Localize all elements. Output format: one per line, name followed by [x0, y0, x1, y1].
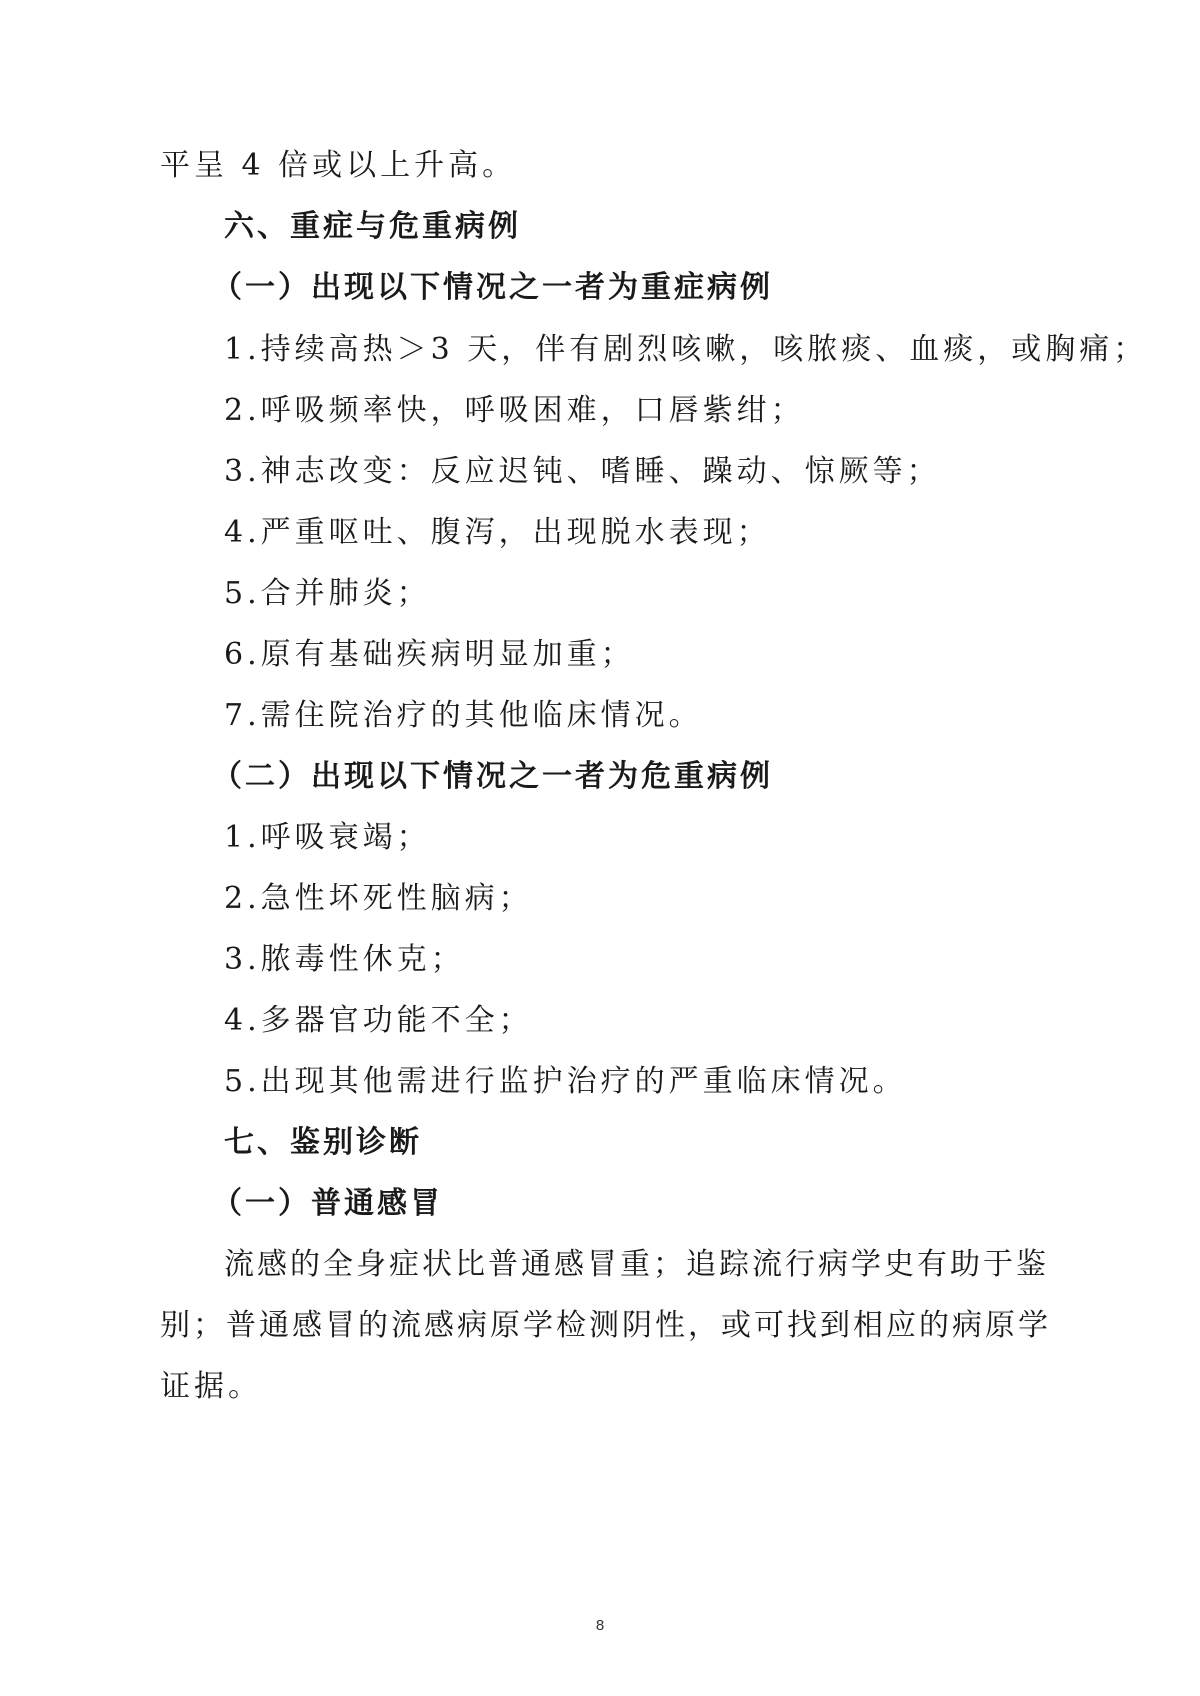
list-item: 7.需住院治疗的其他临床情况。 — [224, 698, 703, 733]
paragraph-line: 证据。 — [160, 1369, 262, 1404]
continuation-text: 平呈 4 倍或以上升高。 — [160, 148, 517, 183]
subsection-heading-critical: （二）出现以下情况之一者为危重病例 — [212, 759, 773, 794]
list-item: 5.合并肺炎； — [224, 576, 431, 611]
list-item: 4.严重呕吐、腹泻，出现脱水表现； — [224, 515, 771, 550]
list-item: 1.呼吸衰竭； — [224, 820, 431, 855]
list-item: 3.脓毒性休克； — [224, 942, 465, 977]
list-item: 1.持续高热＞3 天，伴有剧烈咳嗽，咳脓痰、血痰，或胸痛； — [224, 332, 1148, 367]
list-item: 3.神志改变：反应迟钝、嗜睡、躁动、惊厥等； — [224, 454, 941, 489]
list-item: 4.多器官功能不全； — [224, 1003, 533, 1038]
list-item: 5.出现其他需进行监护治疗的严重临床情况。 — [224, 1064, 907, 1099]
page-number: 8 — [595, 1617, 605, 1634]
subsection-heading-severe: （一）出现以下情况之一者为重症病例 — [212, 270, 773, 305]
list-item: 2.呼吸频率快，呼吸困难，口唇紫绀； — [224, 393, 805, 428]
list-item: 6.原有基础疾病明显加重； — [224, 637, 635, 672]
section-heading-7: 七、鉴别诊断 — [224, 1125, 422, 1160]
paragraph-line: 别；普通感冒的流感病原学检测阴性，或可找到相应的病原学 — [160, 1308, 1051, 1343]
paragraph-line: 流感的全身症状比普通感冒重；追踪流行病学史有助于鉴 — [224, 1247, 1049, 1282]
section-heading-6: 六、重症与危重病例 — [224, 209, 521, 244]
subsection-heading-common-cold: （一）普通感冒 — [212, 1186, 443, 1221]
list-item: 2.急性坏死性脑病； — [224, 881, 533, 916]
